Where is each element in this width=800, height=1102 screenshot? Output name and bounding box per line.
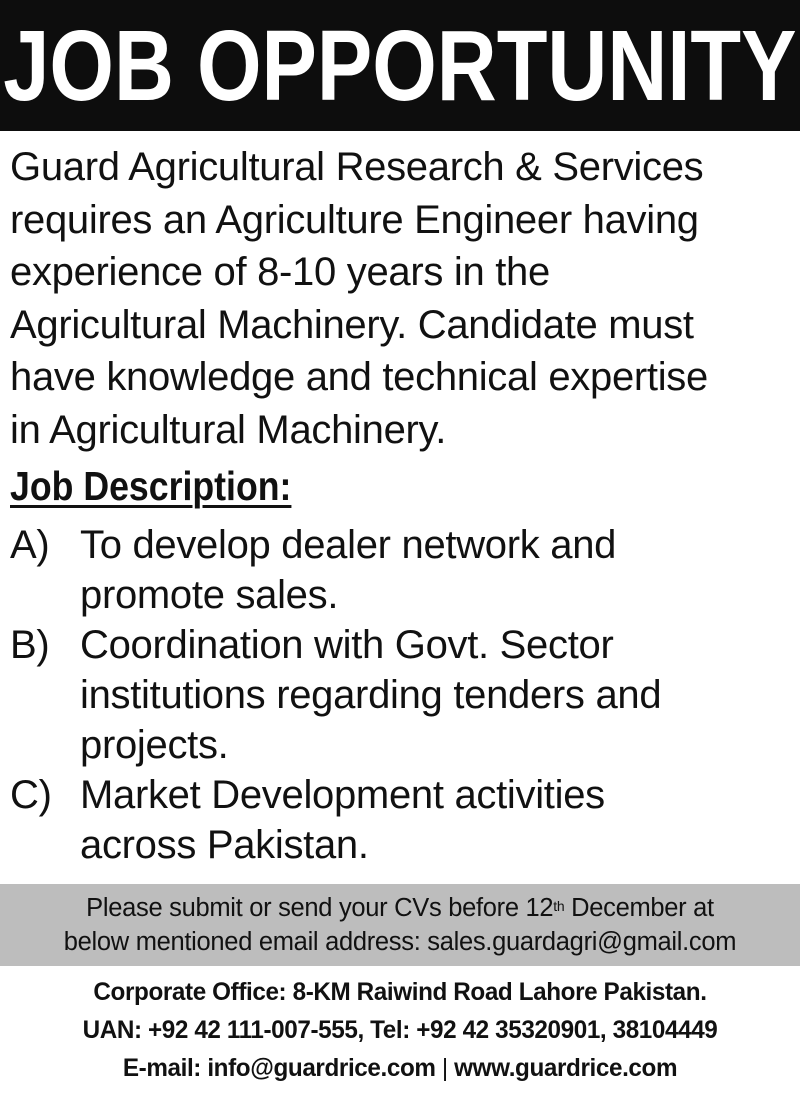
email-web-line <box>12 1049 788 1087</box>
submission-text: December at <box>564 894 714 922</box>
intro-line: experience of 8-10 years in the <box>10 250 550 294</box>
ordinal-suffix: th <box>553 898 565 914</box>
job-description-list <box>10 520 790 870</box>
phone-numbers: UAN: +92 42 111-007-555, Tel: +92 42 35320901, 38104449 <box>82 1016 718 1044</box>
list-item-line: institutions regarding tenders and <box>80 673 662 717</box>
job-description-heading: Job Description: <box>10 463 292 509</box>
intro-line: Agricultural Machinery. Candidate must <box>10 302 694 347</box>
page-title: JOB OPPORTUNITY <box>3 9 797 122</box>
submission-text: Please submit or send your CVs before 12 <box>86 894 554 922</box>
list-item <box>10 520 790 620</box>
intro-line: Guard Agricultural Research & Services <box>10 145 704 189</box>
submission-line: below mentioned email address: sales.guardagri@gmail.com <box>63 928 737 956</box>
contact-email: E-mail: info@guardrice.com <box>122 1054 436 1082</box>
list-item-line: promote sales. <box>80 573 339 617</box>
list-item-line: Market Development activities <box>80 773 605 817</box>
intro-line: have knowledge and technical expertise <box>10 355 708 399</box>
separator: | <box>441 1054 448 1082</box>
list-item <box>10 620 790 770</box>
header-banner <box>0 0 800 131</box>
intro-line: requires an Agriculture Engineer having <box>10 197 699 242</box>
contact-block <box>0 973 800 1087</box>
list-item-line: To develop dealer network and <box>80 523 617 567</box>
list-item-line: projects. <box>80 723 229 767</box>
list-item-line: across Pakistan. <box>80 823 369 867</box>
list-item-marker: A) <box>10 523 50 567</box>
submission-line <box>86 891 714 925</box>
list-item-marker: B) <box>10 623 50 667</box>
list-item-line: Coordination with Govt. Sector <box>80 623 614 667</box>
corporate-address: Corporate Office: 8-KM Raiwind Road Lahore Pakistan. <box>93 978 707 1006</box>
intro-line: in Agricultural Machinery. <box>10 407 447 452</box>
list-item <box>10 770 790 870</box>
intro-paragraph <box>10 141 782 456</box>
list-item-marker: C) <box>10 773 52 817</box>
contact-website: www.guardrice.com <box>454 1054 678 1082</box>
submission-notice <box>0 884 800 966</box>
